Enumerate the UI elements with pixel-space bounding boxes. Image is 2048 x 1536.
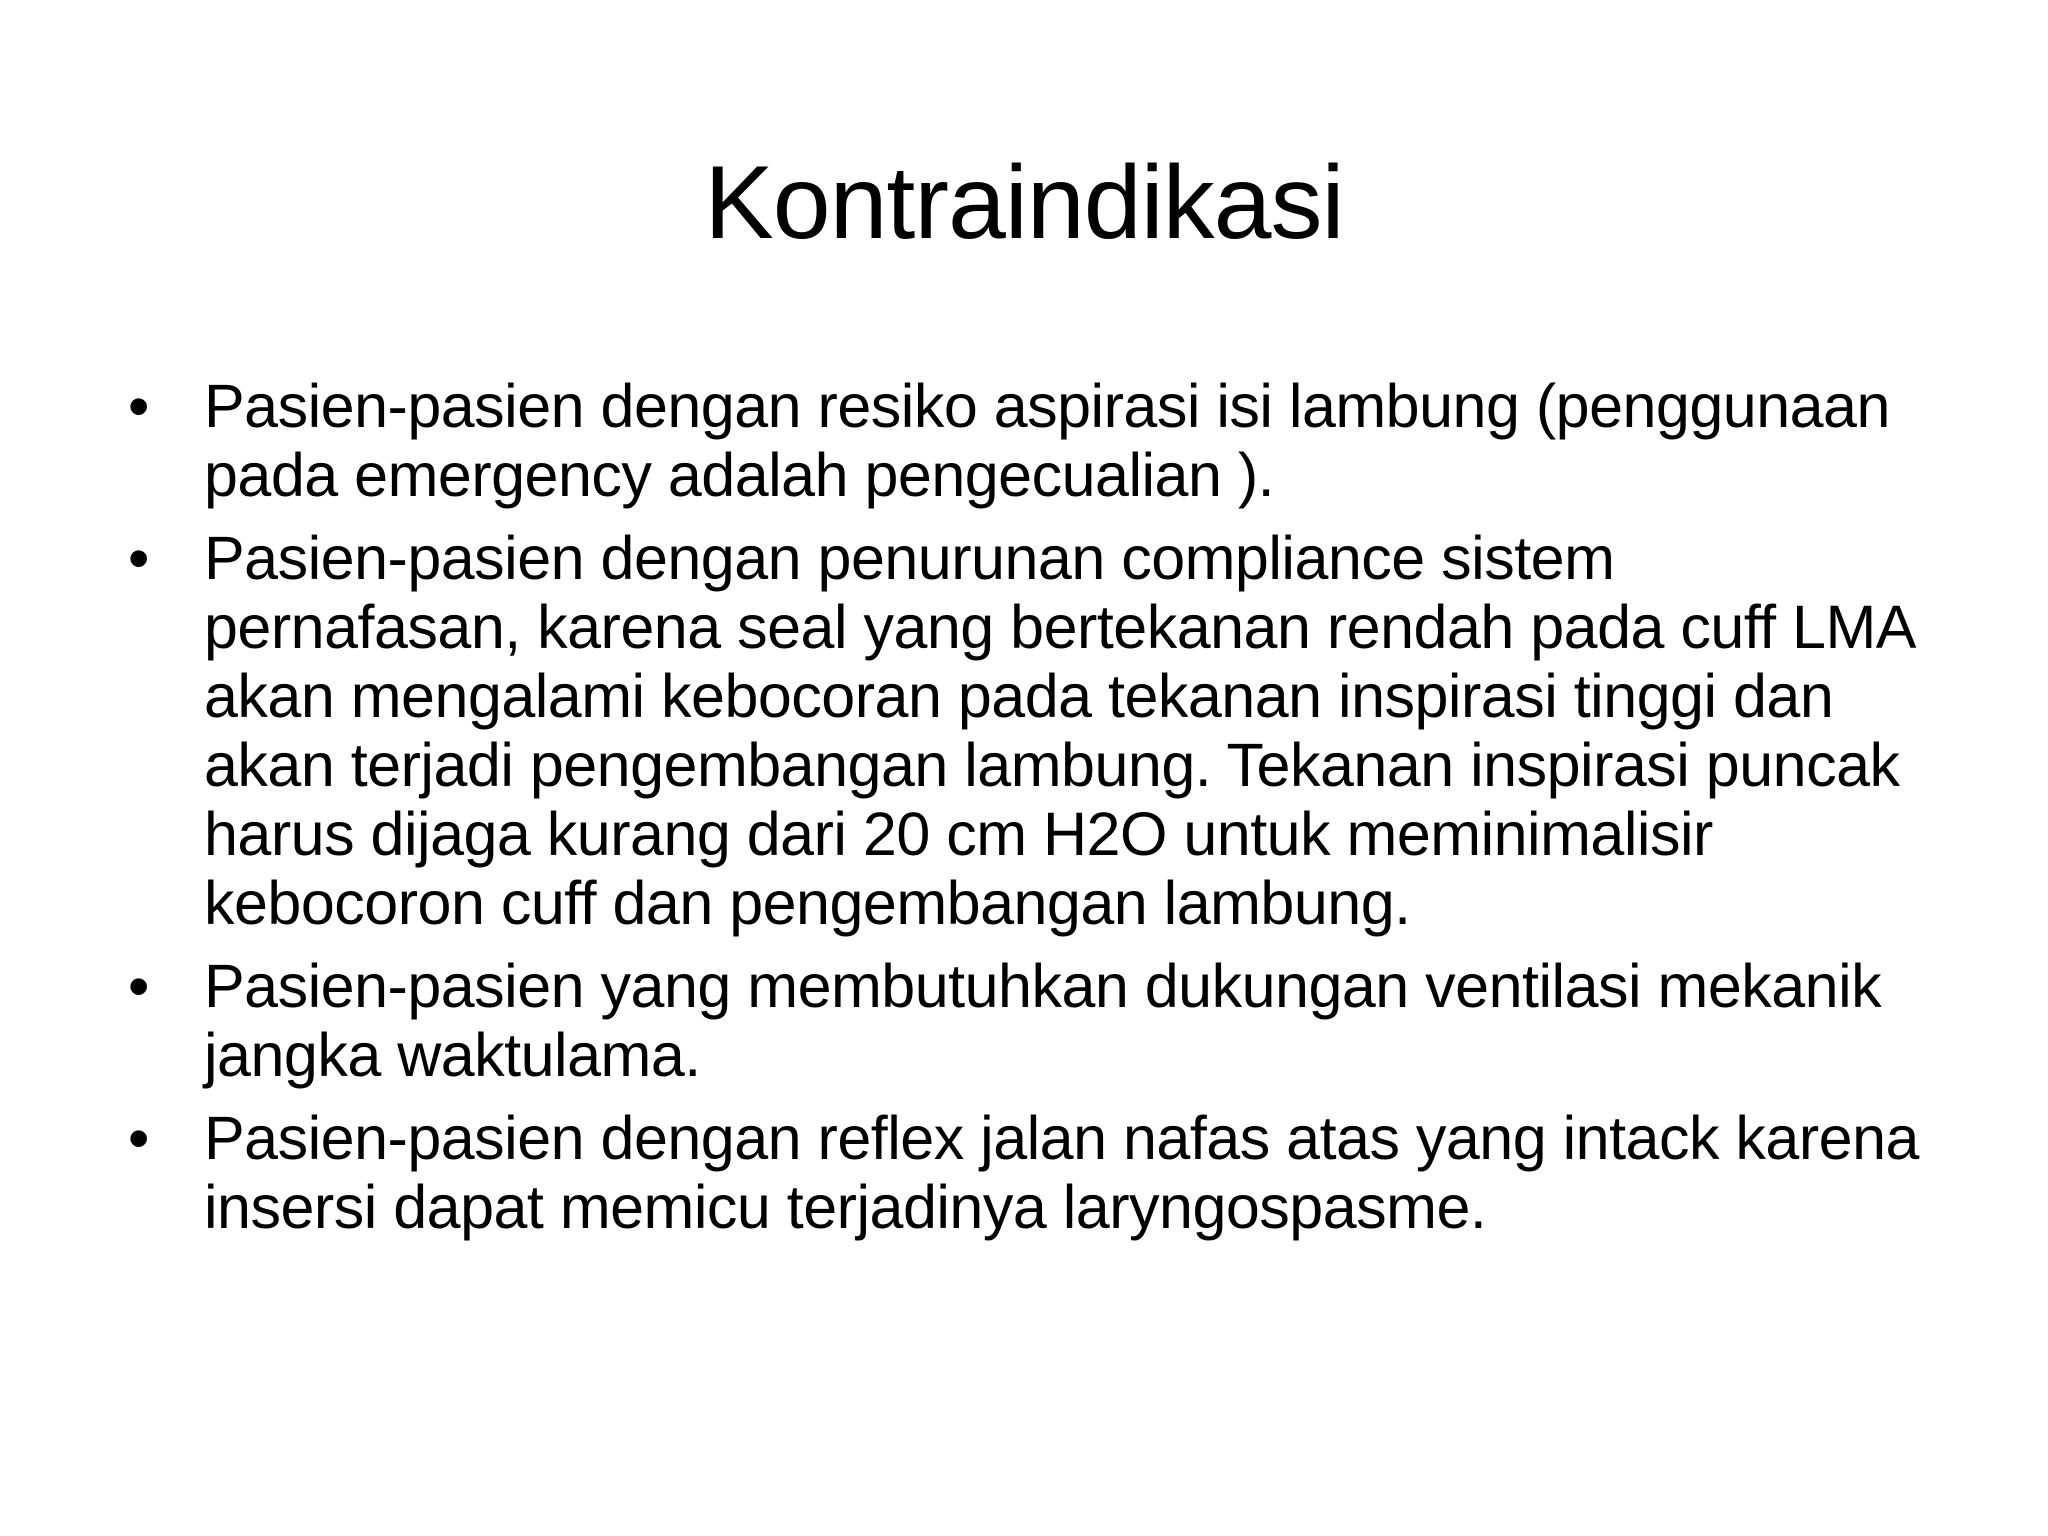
bullet-item — [128, 952, 1928, 1090]
bullet-text: Pasien-pasien dengan penurunan compliance sistem pernafasan, karena seal yang bertekanan rendah pada cuff LMA akan mengalami kebocoran pada tekanan inspirasi tinggi dan akan terjadi pengembangan lambung. Tekanan inspirasi puncak harus dijaga kurang dari 20 cm H2O untuk meminimalisir kebocoron cuff dan pengembangan lambung. — [204, 524, 1913, 937]
bullet-text: Pasien-pasien yang membutuhkan dukungan ventilasi mekanik jangka waktulama. — [204, 952, 1882, 1089]
bullet-list — [128, 372, 1928, 1256]
bullet-dot-icon: • — [128, 952, 149, 1020]
slide-title: Kontraindikasi — [704, 145, 1344, 261]
bullet-item — [128, 372, 1928, 510]
bullet-item — [128, 1104, 1928, 1242]
bullet-dot-icon: • — [128, 372, 149, 440]
bullet-text: Pasien-pasien dengan reflex jalan nafas atas yang intack karena insersi dapat memicu terjadinya laryngospasme. — [204, 1104, 1919, 1241]
bullet-text: Pasien-pasien dengan resiko aspirasi isi lambung (penggunaan pada emergency adalah pengecualian ). — [204, 372, 1890, 509]
bullet-item — [128, 524, 1928, 938]
bullet-dot-icon: • — [128, 1104, 149, 1172]
bullet-dot-icon: • — [128, 524, 149, 592]
